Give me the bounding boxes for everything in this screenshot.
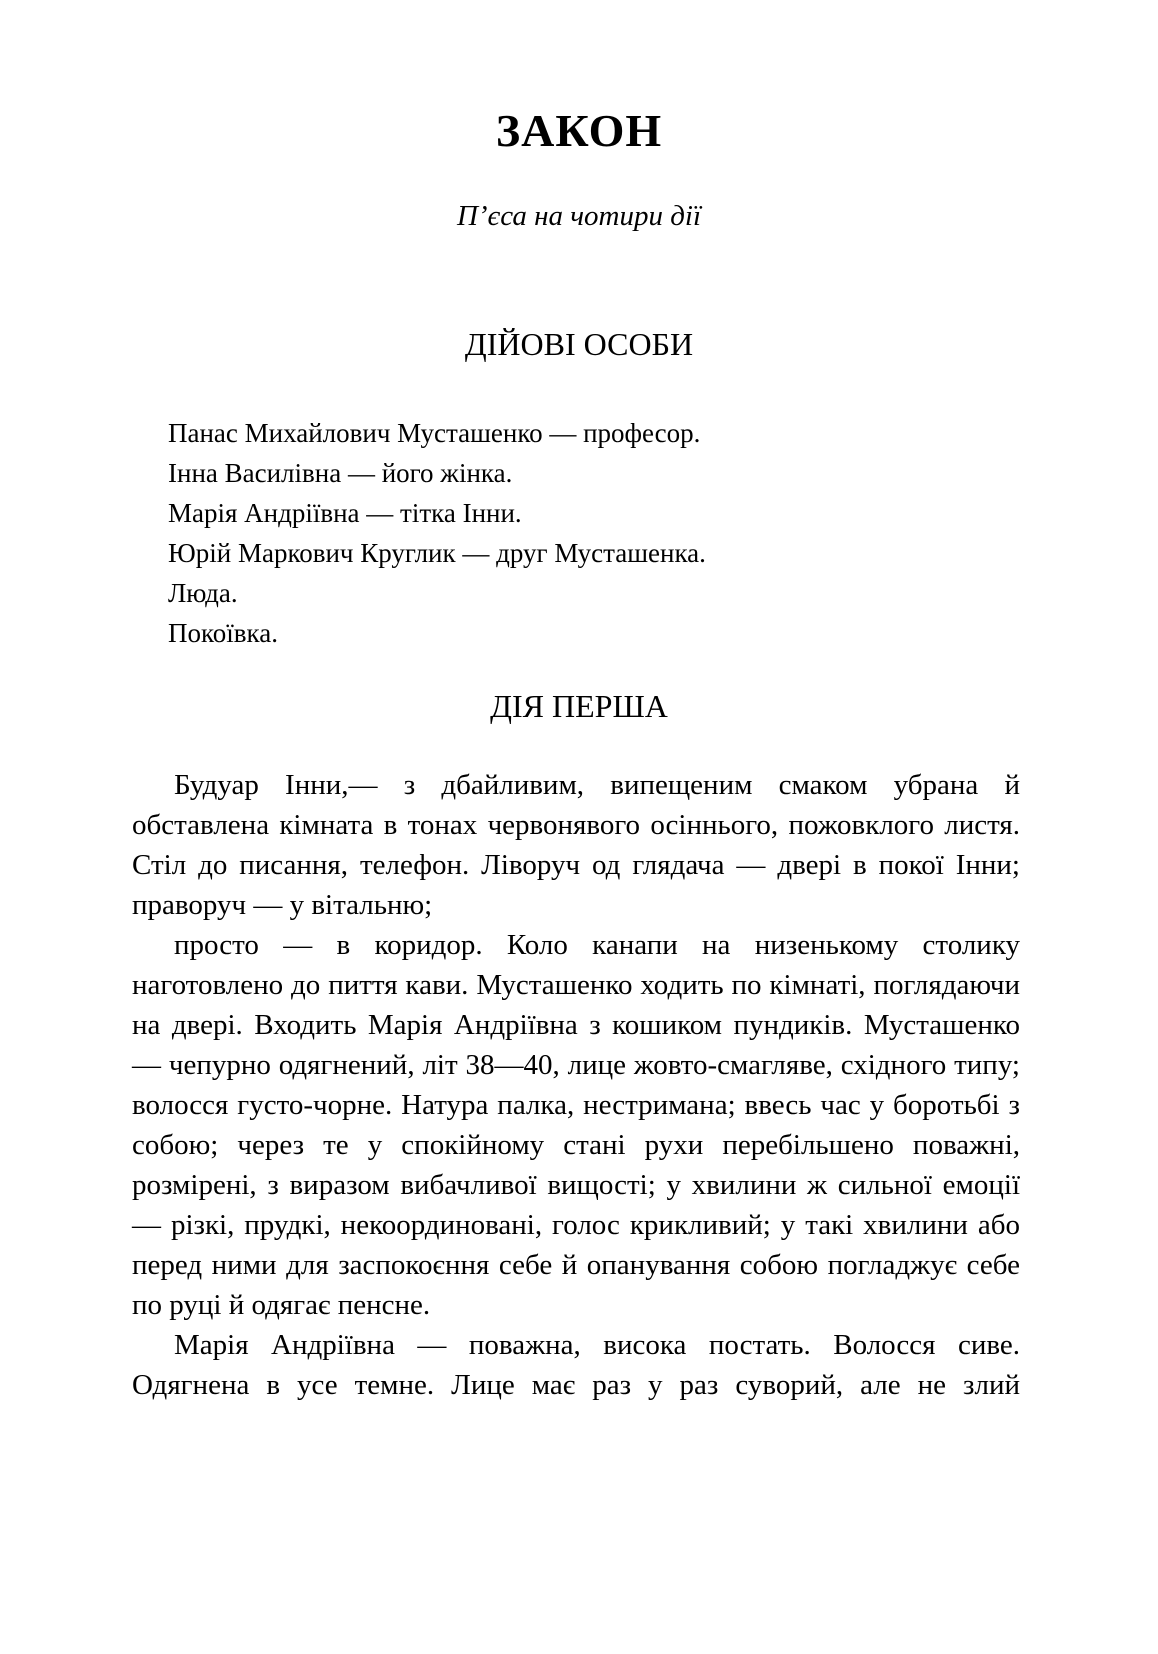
stage-direction-paragraph-1: Будуар Інни,— з дбайливим, випещеним смаком убрана й обставлена кімната в тонах червонявого осіннього, пожовклого листя. Стіл до писання, телефон. Ліворуч од глядача — двері в покої Інни; праворуч — у вітальню;	[132, 769, 1020, 921]
cast-list	[168, 413, 1020, 653]
cast-item-maria: Марія Андріївна — тітка Інни.	[168, 498, 522, 528]
play-subtitle: П’єса на чотири дії	[456, 200, 702, 232]
cast-item-inna: Інна Василівна — його жінка.	[168, 458, 513, 488]
stage-direction-paragraph-3: Марія Андріївна — поважна, висока постать. Волосся сиве. Одягнена в усе темне. Лице має раз у раз суворий, але не злий	[132, 1329, 1020, 1401]
stage-direction-paragraph-2: просто — в коридор. Коло канапи на низенькому столику наготовлено до пиття кави. Мусташенко ходить по кімнаті, поглядаючи на двері. Входить Марія Андріївна з кошиком пундиків. Мусташенко — чепурно одягнений, літ 38—40, лице жовто-смагляве, східного типу; волосся густо-чорне. Натура палка, нестримана; ввесь час у боротьбі з собою; через те у спокійному стані рухи перебільшено поважні, розмірені, з виразом вибачливої вищості; у хвилини ж сильної емоції — різкі, прудкі, некоординовані, голос крикливий; у такі хвилини або перед ними для заспокоєння себе й опанування собою погладжує себе по руці й одягає пенсне.	[132, 929, 1020, 1321]
stage-directions	[132, 765, 1020, 1405]
cast-item-kruhlyk: Юрій Маркович Круглик — друг Мусташенка.	[168, 538, 706, 568]
cast-item-pokoivka: Покоївка.	[168, 618, 278, 648]
cast-item-liuda: Люда.	[168, 578, 238, 608]
cast-heading: ДІЙОВІ ОСОБИ	[464, 326, 694, 362]
cast-item-mustashenko: Панас Михайлович Мусташенко — професор.	[168, 418, 701, 448]
act-heading: ДІЯ ПЕРША	[490, 688, 668, 724]
play-title: ЗАКОН	[495, 105, 663, 156]
